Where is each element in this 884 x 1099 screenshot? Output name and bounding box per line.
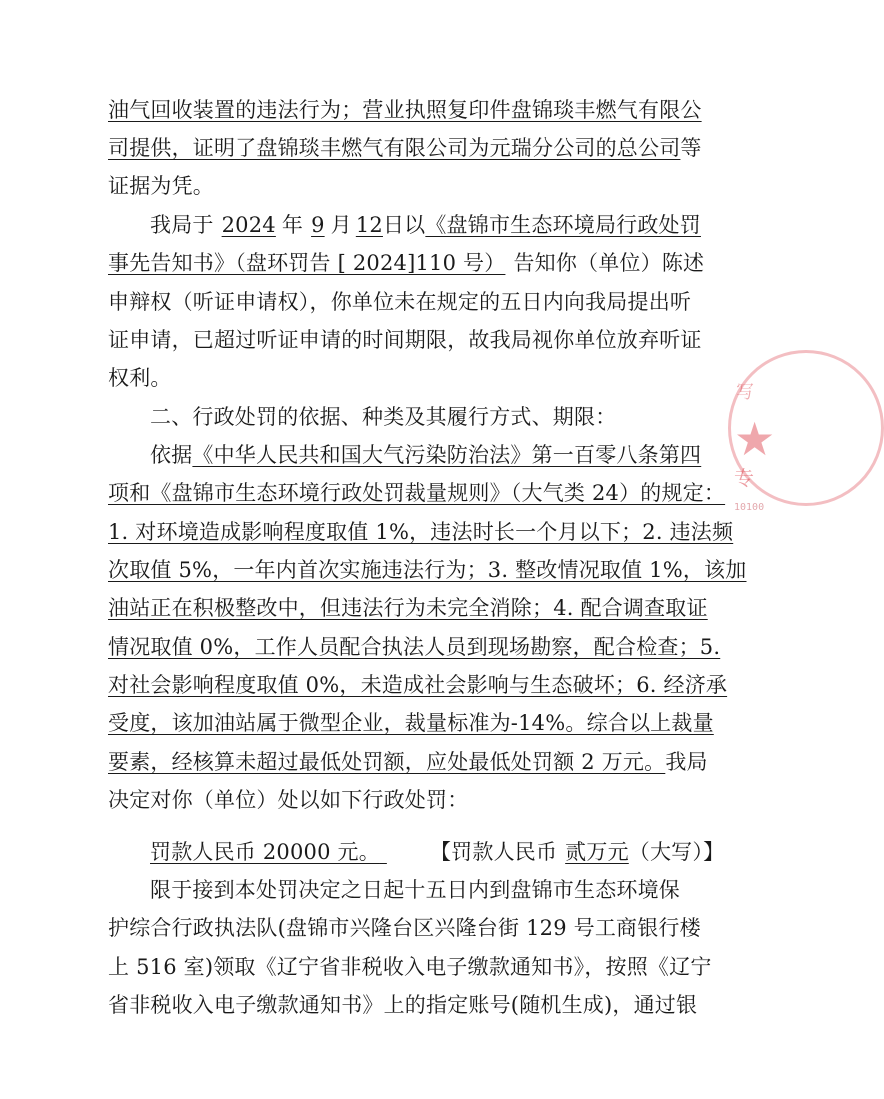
text-span: 证据为凭。	[108, 174, 214, 198]
underlined-text: 事先告知书》（盘环罚告 [ 2024]110 号）	[108, 251, 506, 275]
underlined-notice-title: 《盘锦市生态环境局行政处罚	[425, 213, 701, 237]
text-span: 省非税收入电子缴款通知书》上的指定账号(随机生成)，通过银	[108, 993, 698, 1017]
underlined-month: 9	[311, 213, 325, 237]
seal-text: 写	[736, 382, 754, 403]
text-line	[108, 479, 726, 509]
text-span: 【罚款人民币	[429, 840, 558, 864]
underlined-day: 12	[355, 213, 383, 237]
underlined-text: 油气回收装置的违法行为；营业执照复印件盘锦琰丰燃气有限公	[108, 98, 702, 122]
underlined-text: 项和《盘锦市生态环境行政处罚裁量规则》（大气类 24）的规定：	[108, 481, 726, 505]
underlined-text: 对社会影响程度取值 0%，未造成社会影响与生态破坏；6. 经济承	[108, 673, 728, 697]
text-span: 告知你（单位）陈述	[513, 251, 705, 275]
text-span: 权利。	[108, 366, 172, 390]
text-span: 等	[680, 136, 702, 160]
underlined-text: 受度，该加油站属于微型企业，裁量标准为-14%。综合以上裁量	[108, 711, 714, 735]
underlined-text: 油站正在积极整改中，但违法行为未完全消除；4. 配合调查取证	[108, 596, 708, 620]
text-line	[108, 786, 668, 816]
text-line	[108, 249, 705, 279]
underlined-year: 2024	[221, 213, 276, 237]
text-line	[108, 633, 721, 663]
text-span: 二、行政处罚的依据、种类及其履行方式、期限：	[150, 405, 617, 429]
text-span: 上 516 室)领取《辽宁省非税收入电子缴款通知书》，按照《辽宁	[108, 955, 712, 979]
text-line	[108, 96, 702, 126]
official-seal	[728, 350, 776, 530]
text-line	[150, 441, 702, 471]
text-span: 日以	[382, 213, 426, 237]
text-span: 我局	[665, 750, 708, 774]
text-line	[108, 671, 728, 701]
text-line	[108, 364, 668, 394]
text-span: 限于接到本处罚决定之日起十五日内到盘锦市生态环境保	[150, 878, 680, 902]
text-line	[150, 876, 680, 906]
text-line	[150, 211, 701, 241]
seal-number: 10100	[734, 502, 765, 513]
text-span: 我局于	[150, 213, 214, 237]
text-span: 申辩权（听证申请权），你单位未在规定的五日内向我局提出听	[108, 290, 692, 314]
text-span: 证申请，已超过听证申请的时间期限，故我局视你单位放弃听证	[108, 328, 702, 352]
underlined-text: 1. 对环境造成影响程度取值 1%，违法时长一个月以下；2. 违法频	[108, 520, 734, 544]
underlined-text: 情况取值 0%，工作人员配合执法人员到现场勘察，配合检查；5.	[108, 635, 721, 659]
seal-text: 专	[734, 466, 754, 490]
text-line	[108, 953, 712, 983]
text-line	[108, 172, 668, 202]
text-line	[108, 914, 701, 944]
text-span: 年	[281, 213, 304, 237]
text-line	[108, 326, 702, 356]
underlined-text: 次取值 5%，一年内首次实施违法行为；3. 整改情况取值 1%，该加	[108, 558, 747, 582]
underlined-text: 司提供，证明了盘锦琰丰燃气有限公司为元瑞分公司的总公司	[108, 136, 681, 160]
text-span: 依据	[150, 443, 193, 467]
text-line	[108, 709, 714, 739]
penalty-amount-uppercase: 贰万元	[565, 840, 629, 864]
section-heading	[150, 403, 668, 433]
text-line	[108, 518, 734, 548]
text-line	[108, 134, 702, 164]
penalty-amount: 罚款人民币 20000 元。	[150, 840, 380, 864]
underlined-text: 《中华人民共和国大气污染防治法》第一百零八条第四	[192, 443, 702, 467]
text-span: 决定对你（单位）处以如下行政处罚：	[108, 788, 469, 812]
text-span: 护综合行政执法队(盘锦市兴隆台区兴隆台街 129 号工商银行楼	[108, 916, 701, 940]
text-line	[108, 594, 708, 624]
text-line	[108, 991, 698, 1021]
underlined-text: 要素，经核算未超过最低处罚额，应处最低处罚额 2 万元。	[108, 750, 666, 774]
text-span: （大写）】	[628, 840, 725, 864]
penalty-line	[150, 838, 725, 868]
star-icon: ★	[734, 412, 776, 466]
text-line	[108, 288, 692, 318]
text-line	[108, 748, 708, 778]
text-line	[108, 556, 747, 586]
text-span: 月	[330, 213, 352, 237]
